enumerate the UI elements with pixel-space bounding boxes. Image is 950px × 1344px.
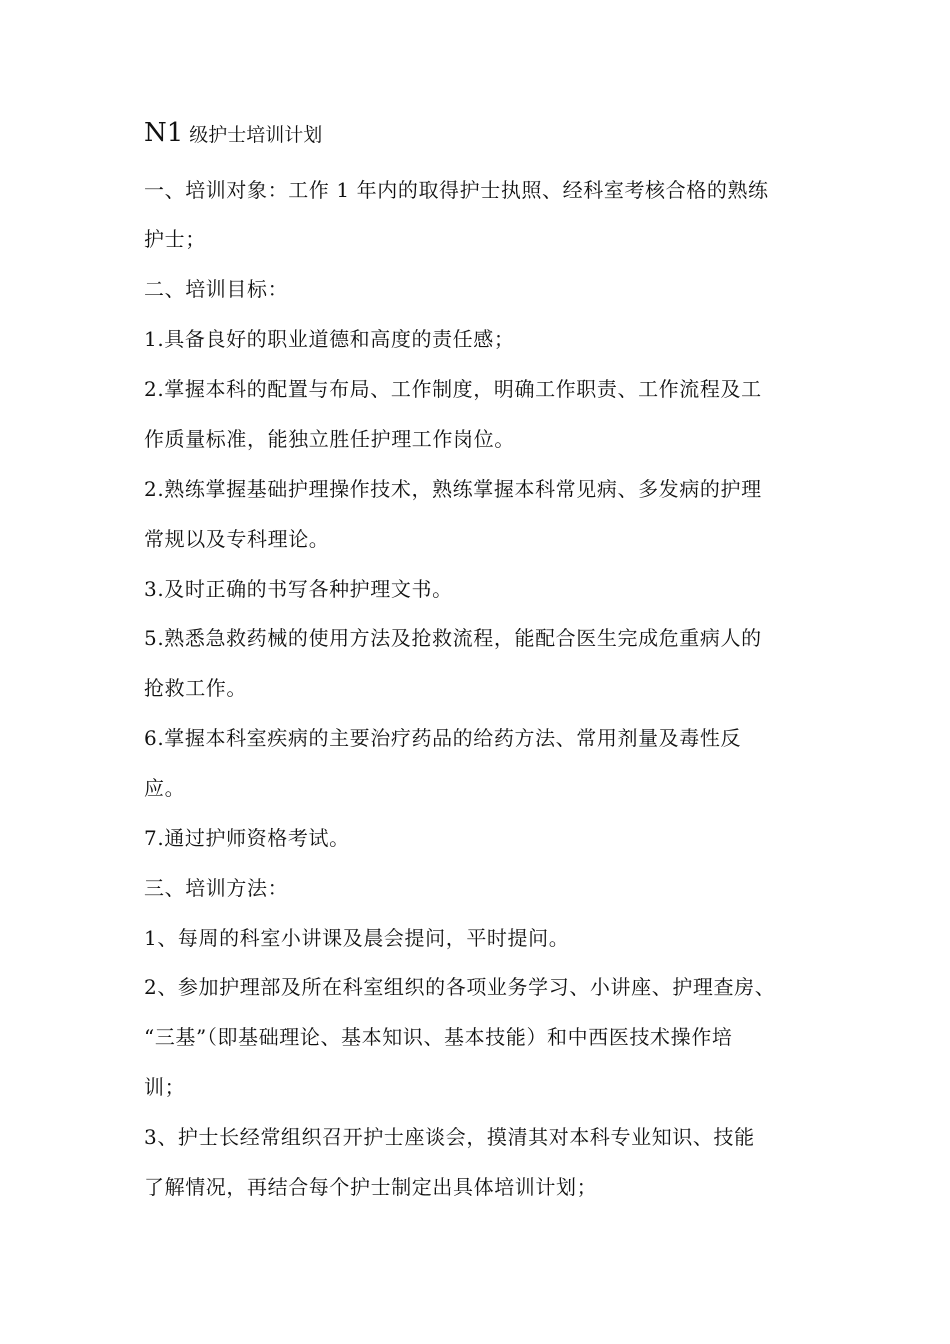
text-line: 1、每周的科室小讲课及晨会提问，平时提问。: [144, 926, 570, 950]
text-line: 5.熟悉急救药械的使用方法及抢救流程，能配合医生完成危重病人的: [144, 626, 762, 650]
text-line: 一、培训对象：工作 1 年内的取得护士执照、经科室考核合格的熟练: [144, 178, 769, 202]
text-line: 常规以及专科理论。: [144, 527, 330, 551]
text-line: 3.及时正确的书写各种护理文书。: [144, 577, 453, 601]
text-line: 6.掌握本科室疾病的主要治疗药品的给药方法、常用剂量及毒性反: [144, 726, 742, 750]
text-line: 7.通过护师资格考试。: [144, 826, 350, 850]
text-line: 3、护士长经常组织召开护士座谈会，摸清其对本科专业知识、技能: [144, 1125, 755, 1149]
text-line: 训；: [144, 1075, 186, 1099]
text-line: “三基”（即基础理论、基本知识、基本技能）和中西医技术操作培: [144, 1025, 733, 1049]
text-line: 应。: [144, 776, 186, 800]
text-line: 2、参加护理部及所在科室组织的各项业务学习、小讲座、护理查房、: [144, 975, 776, 999]
text-line: 作质量标准，能独立胜任护理工作岗位。: [144, 427, 515, 451]
title-text: 级护士培训计划: [189, 124, 323, 146]
text-line: 1.具备良好的职业道德和高度的责任感；: [144, 327, 515, 351]
section-heading: 三、培训方法：: [144, 876, 289, 900]
text-line: 2.熟练掌握基础护理操作技术，熟练掌握本科常见病、多发病的护理: [144, 477, 762, 501]
text-line: 了解情况，再结合每个护士制定出具体培训计划；: [144, 1175, 598, 1199]
title-prefix: N1: [144, 118, 184, 148]
text-line: 2.掌握本科的配置与布局、工作制度，明确工作职责、工作流程及工: [144, 377, 762, 401]
text-line: 抢救工作。: [144, 676, 247, 700]
text-line: 护士；: [144, 227, 206, 251]
document-title: [144, 118, 322, 148]
section-heading: 二、培训目标：: [144, 277, 289, 301]
